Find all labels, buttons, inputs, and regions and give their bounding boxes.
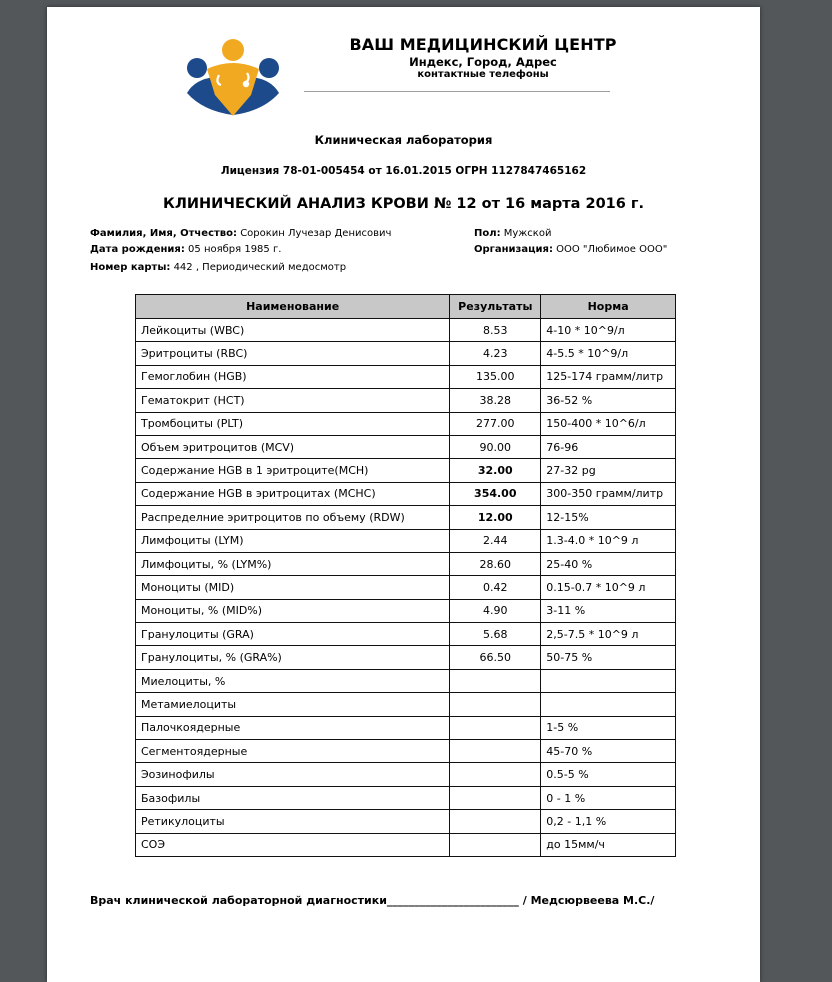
row-name: Метамиелоциты [136,693,450,716]
row-name: Гранулоциты (GRA) [136,623,450,646]
row-norm: 50-75 % [541,646,676,669]
table-row [136,576,676,599]
row-name: Сегментоядерные [136,740,450,763]
table-row [136,786,676,809]
row-norm [541,693,676,716]
row-name: Распределние эритроцитов по объему (RDW) [136,506,450,529]
table-row [136,763,676,786]
patient-sex [474,228,551,239]
row-value: 4.23 [450,342,541,365]
table-row [136,435,676,458]
row-name: СОЭ [136,833,450,856]
row-norm: до 15мм/ч [541,833,676,856]
clinic-address: Индекс, Город, Адрес [409,55,557,69]
row-norm: 36-52 % [541,389,676,412]
row-value-flagged: 354.00 [450,482,541,505]
doctor-name: / Медсюрвеева М.С./ [518,894,655,907]
lab-title: Клиническая лаборатория [314,133,493,147]
row-value: 277.00 [450,412,541,435]
signature-line [90,894,730,907]
license-line: Лицензия 78-01-005454 от 16.01.2015 ОГРН 1127847465162 [220,165,587,177]
row-name: Лимфоциты, % (LYM%) [136,552,450,575]
row-value: 2.44 [450,529,541,552]
row-name: Палочкоядерные [136,716,450,739]
clinic-name: ВАШ МЕДИЦИНСКИЙ ЦЕНТР [349,35,617,54]
row-name: Содержание HGB в 1 эритроците(MCH) [136,459,450,482]
signature-label: Врач клинической лабораторной диагностики [90,894,387,907]
table-row [136,412,676,435]
row-value [450,716,541,739]
row-name: Миелоциты, % [136,669,450,692]
table-row [136,482,676,505]
row-norm: 125-174 грамм/литр [541,365,676,388]
dob-label: Дата рождения: [90,244,185,255]
row-value: 90.00 [450,435,541,458]
card-label: Номер карты: [90,262,171,273]
clinic-phones: контактные телефоны [417,69,549,80]
results-table [135,294,676,857]
row-value [450,669,541,692]
table-row [136,833,676,856]
row-norm: 25-40 % [541,552,676,575]
row-norm: 4-5.5 * 10^9/л [541,342,676,365]
row-value: 28.60 [450,552,541,575]
column-header-name: Наименование [136,295,450,319]
sex-value: Мужской [503,228,552,239]
table-row [136,529,676,552]
fio-label: Фамилия, Имя, Отчество: [90,228,237,239]
document-page [47,7,760,982]
table-row [136,552,676,575]
row-name: Лимфоциты (LYM) [136,529,450,552]
results-body [136,319,676,857]
row-norm: 150-400 * 10^6/л [541,412,676,435]
row-norm: 27-32 pg [541,459,676,482]
row-name: Эозинофилы [136,763,450,786]
row-norm: 45-70 % [541,740,676,763]
row-value [450,763,541,786]
row-value: 66.50 [450,646,541,669]
fio-value: Сорокин Лучезар Денисович [240,228,392,239]
row-value: 8.53 [450,319,541,342]
row-value: 38.28 [450,389,541,412]
row-norm: 1-5 % [541,716,676,739]
row-name: Лейкоциты (WBC) [136,319,450,342]
row-name: Содержание HGB в эритроцитах (MCHC) [136,482,450,505]
row-value: 135.00 [450,365,541,388]
org-value: ООО "Любимое ООО" [556,244,668,255]
row-name: Эритроциты (RBC) [136,342,450,365]
row-norm: 0.15-0.7 * 10^9 л [541,576,676,599]
row-name: Гранулоциты, % (GRA%) [136,646,450,669]
row-norm: 0,2 - 1,1 % [541,810,676,833]
table-row [136,810,676,833]
row-value [450,833,541,856]
row-norm: 3-11 % [541,599,676,622]
row-value: 4.90 [450,599,541,622]
table-header-row [136,295,676,319]
row-name: Моноциты, % (MID%) [136,599,450,622]
row-value-flagged: 12.00 [450,506,541,529]
dob-value: 05 ноября 1985 г. [188,244,282,255]
row-value: 5.68 [450,623,541,646]
row-value: 0.42 [450,576,541,599]
row-norm: 4-10 * 10^9/л [541,319,676,342]
table-row [136,389,676,412]
row-name: Объем эритроцитов (MCV) [136,435,450,458]
table-row [136,365,676,388]
row-value [450,810,541,833]
patient-dob [90,244,281,255]
row-value-flagged: 32.00 [450,459,541,482]
row-name: Ретикулоциты [136,810,450,833]
table-row [136,740,676,763]
patient-organization [474,244,667,255]
row-name: Тромбоциты (PLT) [136,412,450,435]
table-row [136,506,676,529]
row-norm [541,669,676,692]
document-title: КЛИНИЧЕСКИЙ АНАЛИЗ КРОВИ № 12 от 16 марта 2016 г. [163,196,644,212]
card-value: 442 , Периодический медосмотр [173,262,347,273]
table-row [136,459,676,482]
row-name: Гемоглобин (HGB) [136,365,450,388]
row-name: Гематокрит (HCT) [136,389,450,412]
table-row [136,716,676,739]
header-divider [304,91,610,92]
table-row [136,319,676,342]
column-header-result: Результаты [450,295,541,319]
table-row [136,646,676,669]
row-norm: 300-350 грамм/литр [541,482,676,505]
row-norm: 1.3-4.0 * 10^9 л [541,529,676,552]
row-value [450,786,541,809]
table-row [136,623,676,646]
row-norm: 0.5-5 % [541,763,676,786]
row-name: Моноциты (MID) [136,576,450,599]
row-norm: 76-96 [541,435,676,458]
table-row [136,599,676,622]
row-name: Базофилы [136,786,450,809]
table-row [136,342,676,365]
sex-label: Пол: [474,228,501,239]
column-header-norm: Норма [541,295,676,319]
row-norm: 2,5-7.5 * 10^9 л [541,623,676,646]
org-label: Организация: [474,244,553,255]
row-norm: 12-15% [541,506,676,529]
table-row [136,693,676,716]
medical-team-logo-icon [185,35,281,117]
signature-blank: ________________________ [386,894,519,907]
patient-card [90,262,346,273]
row-value [450,740,541,763]
patient-fio [90,228,391,239]
row-norm: 0 - 1 % [541,786,676,809]
row-value [450,693,541,716]
table-row [136,669,676,692]
